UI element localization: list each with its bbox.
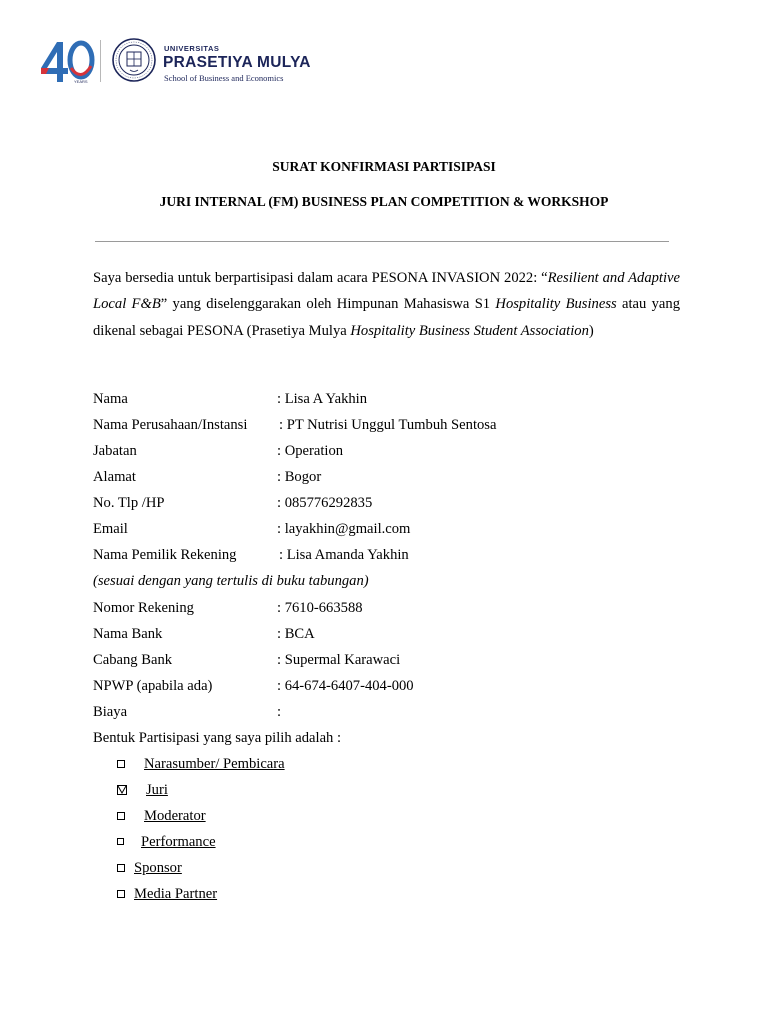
field-value-nomor-rekening: : 7610-663588	[277, 600, 363, 616]
university-name: PRASETIYA MULYA	[163, 54, 311, 71]
field-label-pemilik-rekening: Nama Pemilik Rekening	[93, 547, 237, 563]
checkmark-icon	[117, 785, 127, 795]
option-label-media-partner: Media Partner	[134, 886, 218, 902]
document-title: SURAT KONFIRMASI PARTISIPASI	[272, 159, 496, 174]
logo-divider	[100, 40, 101, 82]
university-seal-icon	[111, 37, 157, 83]
field-value-cabang-bank: : Supermal Karawaci	[277, 652, 401, 668]
option-checkbox-performance[interactable]	[117, 838, 124, 845]
anniversary-40-logo	[38, 38, 96, 84]
option-checkbox-juri[interactable]	[117, 785, 127, 795]
field-label-email: Email	[93, 521, 128, 537]
association-name: Hospitality Business Student Association	[350, 322, 589, 339]
event-theme: Resilient and Adaptive Local F&B	[93, 270, 680, 313]
intro-paragraph	[93, 265, 680, 344]
field-label-nama-bank: Nama Bank	[93, 626, 163, 642]
school-name: School of Business and Economics	[164, 73, 284, 83]
option-checkbox-media-partner[interactable]	[117, 890, 125, 898]
option-label-moderator: Moderator	[144, 808, 206, 824]
title-divider	[95, 241, 669, 242]
field-label-jabatan: Jabatan	[93, 443, 137, 459]
university-logo	[38, 36, 328, 86]
field-value-npwp: : 64-674-6407-404-000	[277, 678, 414, 694]
field-value-nama-bank: : BCA	[277, 626, 315, 642]
field-value-pemilik-rekening: : Lisa Amanda Yakhin	[279, 547, 409, 563]
field-label-biaya: Biaya	[93, 704, 128, 720]
intro-text: ” yang diselenggarakan oleh Himpunan Mahasiswa S1	[160, 296, 496, 313]
university-label: UNIVERSITAS	[164, 44, 220, 53]
intro-text: Saya bersedia untuk berpartisipasi dalam acara PESONA INVASION 2022: “	[93, 270, 548, 286]
field-label-perusahaan: Nama Perusahaan/Instansi	[93, 417, 248, 433]
option-checkbox-moderator[interactable]	[117, 812, 125, 820]
option-checkbox-narasumber[interactable]	[117, 760, 125, 768]
field-value-biaya: :	[277, 704, 282, 720]
option-label-performance: Performance	[141, 834, 216, 850]
field-value-telepon: : 085776292835	[277, 495, 373, 511]
field-value-alamat: : Bogor	[277, 469, 322, 485]
participation-prompt: Bentuk Partisipasi yang saya pilih adalah :	[93, 730, 342, 746]
intro-text: atau yang dikenal sebagai PESONA (Prasetiya Mulya	[93, 296, 680, 339]
field-value-nama: : Lisa A Yakhin	[277, 391, 368, 407]
field-label-npwp: NPWP (apabila ada)	[93, 678, 213, 694]
field-label-telepon: No. Tlp /HP	[93, 495, 165, 511]
field-value-perusahaan: : PT Nutrisi Unggul Tumbuh Sentosa	[279, 417, 497, 433]
document-subtitle: JURI INTERNAL (FM) BUSINESS PLAN COMPETITION & WORKSHOP	[159, 194, 609, 209]
option-label-juri: Juri	[146, 782, 168, 798]
field-value-jabatan: : Operation	[277, 443, 344, 459]
logo-40-years-text: YEARS	[74, 79, 88, 84]
intro-text: )	[588, 322, 594, 339]
option-label-sponsor: Sponsor	[134, 860, 182, 876]
program-name: Hospitality Business	[495, 296, 617, 313]
field-label-cabang-bank: Cabang Bank	[93, 652, 173, 668]
field-label-nama: Nama	[93, 391, 128, 407]
field-value-email: : layakhin@gmail.com	[277, 521, 411, 537]
option-checkbox-sponsor[interactable]	[117, 864, 125, 872]
account-note: (sesuai dengan yang tertulis di buku tabungan)	[93, 573, 369, 589]
field-label-alamat: Alamat	[93, 469, 136, 485]
field-label-nomor-rekening: Nomor Rekening	[93, 600, 194, 616]
option-label-narasumber: Narasumber/ Pembicara	[144, 756, 285, 772]
